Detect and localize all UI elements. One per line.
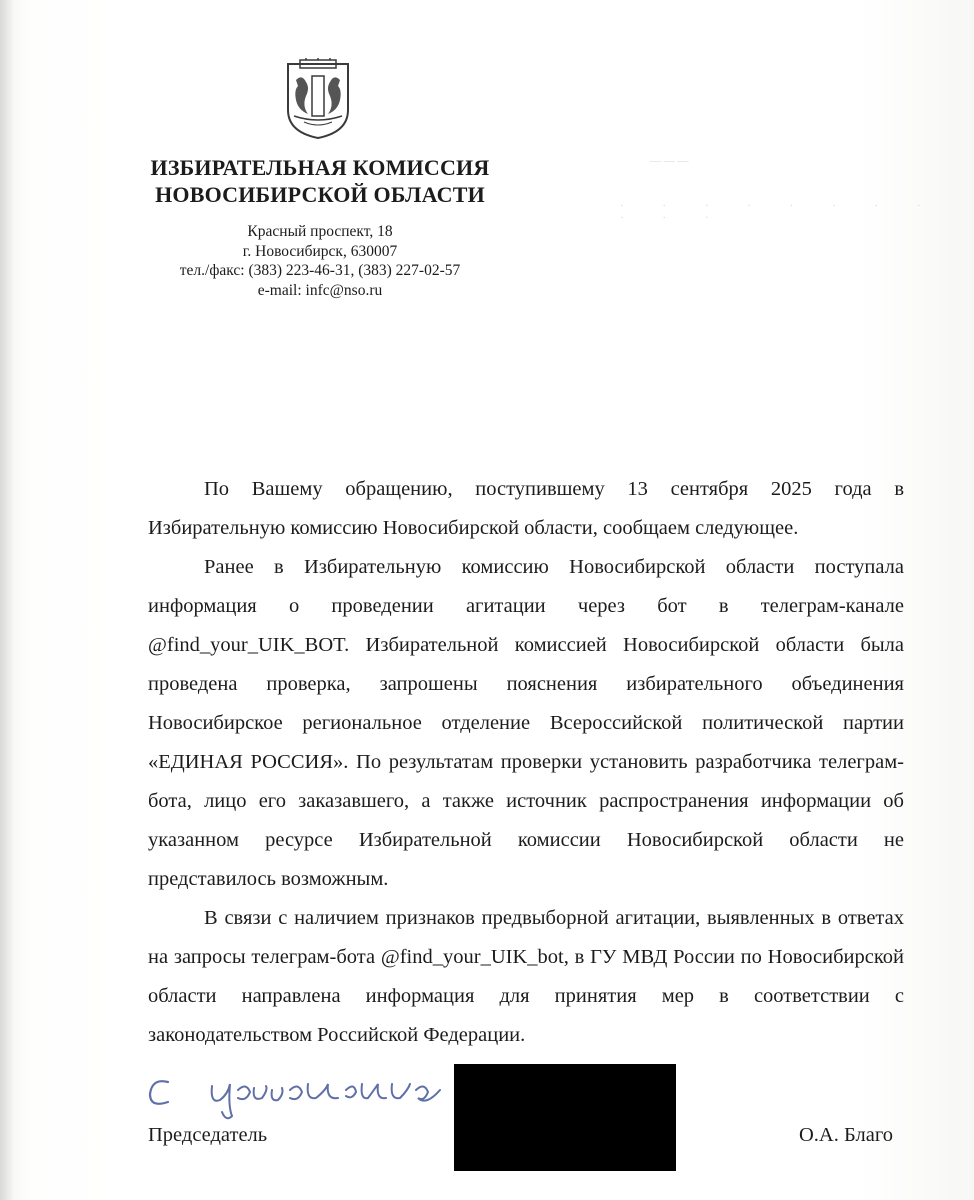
org-title-line2: НОВОСИБИРСКОЙ ОБЛАСТИ (155, 182, 485, 207)
address-email: e-mail: infc@nso.ru (257, 281, 383, 299)
body-paragraph-2: Ранее в Избирательную комиссию Новосибирской области поступала информация о проведении агитации через бот в телеграм-канале @find_your_UIK_BOT. Избирательной комиссией Новосибирской области была проведена проверка, запрошены пояснения избирательного объединения Новосибирское региональное отделение Всероссийской политической партии «ЕДИНАЯ РОССИЯ». По результатам проверки установить разработчика телеграм-бота, лицо его заказавшего, а также источник распространения информации об указанном ресурсе Избирательной комиссии Новосибирской области не представилось возможным. (148, 556, 904, 890)
page-edge-shadow (0, 0, 14, 1200)
letter-body (148, 470, 904, 1055)
address-city: г. Новосибирск, 630007 (242, 242, 398, 260)
organization-title (150, 154, 490, 208)
handwritten-regards (142, 1060, 452, 1122)
body-paragraph-3: В связи с наличием признаков предвыборной агитации, выявленных в ответах на запросы телеграм-бота @find_your_UIK_bot, в ГУ МВД России по Новосибирской области направлена информация для принятия мер в соответствии с законодательством Российской Федерации. (148, 907, 904, 1046)
address-block (150, 222, 490, 300)
redaction-box (454, 1064, 676, 1171)
signatory-role: Председатель (148, 1124, 268, 1146)
address-street: Красный проспект, 18 (247, 223, 393, 240)
signatory-name: О.А. Благо (799, 1124, 893, 1146)
body-paragraph-1: По Вашему обращению, поступившему 13 сентября 2025 года в Избирательную комиссию Новосибирской области, сообщаем следующее. (148, 478, 904, 539)
org-title-line1: ИЗБИРАТЕЛЬНАЯ КОМИССИЯ (150, 155, 490, 180)
coat-of-arms-emblem (284, 58, 352, 140)
faint-bleedthrough-mark: — — — (650, 155, 689, 167)
faint-bleedthrough-line: · · · · · · · · · · · (620, 200, 939, 224)
address-phone: тел./факс: (383) 223-46-31, (383) 227-02-57 (179, 262, 461, 279)
